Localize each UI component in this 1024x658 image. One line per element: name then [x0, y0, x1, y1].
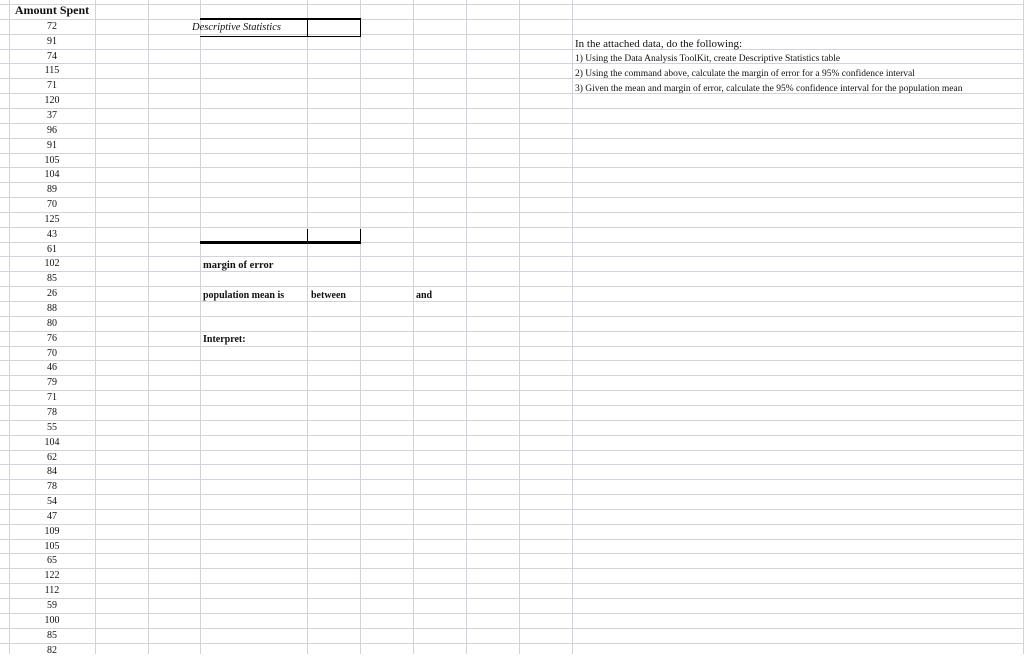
grid-column-line	[413, 0, 414, 654]
amount-cell[interactable]: 104	[44, 169, 60, 180]
grid-row-line	[0, 464, 1024, 465]
amount-cell[interactable]: 82	[47, 645, 57, 656]
amount-cell[interactable]: 55	[47, 422, 57, 433]
amount-cell[interactable]: 84	[47, 466, 57, 477]
amount-cell[interactable]: 62	[47, 452, 57, 463]
amount-cell[interactable]: 102	[44, 258, 60, 269]
grid-row-line	[0, 524, 1024, 525]
amount-cell[interactable]: 88	[47, 303, 57, 314]
grid-row-line	[0, 138, 1024, 139]
amount-cell[interactable]: 70	[47, 199, 57, 210]
amount-cell[interactable]: 85	[47, 273, 57, 284]
amount-cell[interactable]: 112	[44, 585, 60, 596]
grid-row-line	[0, 242, 1024, 243]
grid-row-line	[0, 613, 1024, 614]
amount-cell[interactable]: 37	[47, 110, 57, 121]
amount-cell[interactable]: 74	[47, 51, 57, 62]
amount-cell[interactable]: 79	[47, 377, 57, 388]
stats-table-right-border	[360, 18, 361, 36]
stats-table-bottom-divider	[307, 229, 308, 241]
grid-row-line	[0, 568, 1024, 569]
stats-table-title[interactable]: Descriptive Statistics	[192, 22, 281, 33]
margin-of-error-label[interactable]: margin of error	[203, 260, 274, 271]
amount-cell[interactable]: 65	[47, 555, 57, 566]
grid-row-line	[0, 450, 1024, 451]
amount-cell[interactable]: 105	[44, 541, 60, 552]
interpret-label[interactable]: Interpret:	[203, 334, 246, 345]
amount-cell[interactable]: 70	[47, 348, 57, 359]
amount-cell[interactable]: 91	[47, 140, 57, 151]
grid-row-line	[0, 271, 1024, 272]
grid-row-line	[0, 479, 1024, 480]
grid-row-line	[0, 346, 1024, 347]
grid-row-line	[0, 4, 1024, 5]
amount-cell[interactable]: 80	[47, 318, 57, 329]
amount-cell[interactable]: 105	[44, 155, 60, 166]
grid-row-line	[0, 256, 1024, 257]
grid-row-line	[0, 167, 1024, 168]
amount-cell[interactable]: 43	[47, 229, 57, 240]
amount-cell[interactable]: 54	[47, 496, 57, 507]
amount-cell[interactable]: 96	[47, 125, 57, 136]
grid-row-line	[0, 212, 1024, 213]
amount-cell[interactable]: 76	[47, 333, 57, 344]
grid-row-line	[0, 405, 1024, 406]
grid-row-line	[0, 331, 1024, 332]
amount-cell[interactable]: 122	[44, 570, 60, 581]
grid-column-line	[148, 0, 149, 654]
amount-cell[interactable]: 78	[47, 481, 57, 492]
population-mean-label[interactable]: population mean is	[203, 290, 285, 301]
amount-cell[interactable]: 109	[44, 526, 60, 537]
amount-cell[interactable]: 120	[44, 95, 60, 106]
grid-row-line	[0, 182, 1024, 183]
grid-row-line	[0, 435, 1024, 436]
amount-cell[interactable]: 104	[44, 437, 60, 448]
grid-row-line	[0, 63, 1024, 64]
amount-cell[interactable]: 89	[47, 184, 57, 195]
grid-row-line	[0, 316, 1024, 317]
grid-row-line	[0, 375, 1024, 376]
amount-cell[interactable]: 71	[47, 392, 57, 403]
stats-table-header-border	[200, 36, 361, 37]
grid-column-line	[360, 0, 361, 654]
stats-table-top-border	[200, 18, 361, 20]
grid-row-line	[0, 153, 1024, 154]
instruction-step-1[interactable]: 1) Using the Data Analysis ToolKit, create Descriptive Statistics table	[575, 54, 841, 64]
stats-table-bottom-border	[200, 241, 361, 244]
grid-row-line	[0, 19, 1024, 20]
amount-cell[interactable]: 47	[47, 511, 57, 522]
instructions-intro[interactable]: In the attached data, do the following:	[575, 38, 743, 50]
stats-table-divider	[307, 20, 308, 36]
amount-cell[interactable]: 59	[47, 600, 57, 611]
amount-cell[interactable]: 85	[47, 630, 57, 641]
grid-row-line	[0, 108, 1024, 109]
grid-row-line	[0, 420, 1024, 421]
grid-column-line	[572, 0, 573, 654]
grid-column-line	[307, 0, 308, 654]
and-label[interactable]: and	[416, 290, 433, 301]
amount-cell[interactable]: 71	[47, 80, 57, 91]
amount-cell[interactable]: 115	[44, 65, 60, 76]
instruction-step-2[interactable]: 2) Using the command above, calculate the margin of error for a 95% confidence interval	[575, 69, 915, 79]
grid-row-line	[0, 34, 1024, 35]
grid-row-line	[0, 598, 1024, 599]
grid-row-line	[0, 301, 1024, 302]
grid-row-line	[0, 390, 1024, 391]
grid-row-line	[0, 628, 1024, 629]
grid-row-line	[0, 197, 1024, 198]
grid-column-line	[95, 0, 96, 654]
amount-cell[interactable]: 91	[47, 36, 57, 47]
grid-row-line	[0, 286, 1024, 287]
grid-row-line	[0, 583, 1024, 584]
amount-cell[interactable]: 125	[44, 214, 60, 225]
between-label[interactable]: between	[311, 290, 346, 301]
grid-row-line	[0, 360, 1024, 361]
grid-row-line	[0, 227, 1024, 228]
grid-row-line	[0, 509, 1024, 510]
amount-cell[interactable]: 46	[47, 362, 57, 373]
grid-row-line	[0, 49, 1024, 50]
grid-row-line	[0, 123, 1024, 124]
amount-cell[interactable]: 78	[47, 407, 57, 418]
grid-row-line	[0, 539, 1024, 540]
grid-row-line	[0, 643, 1024, 644]
instruction-step-3[interactable]: 3) Given the mean and margin of error, calculate the 95% confidence interval for the population mean	[575, 84, 963, 94]
grid-row-line	[0, 553, 1024, 554]
grid-row-line	[0, 494, 1024, 495]
grid-column-line	[519, 0, 520, 654]
amount-cell[interactable]: 72	[47, 21, 57, 32]
grid-column-line	[200, 0, 201, 654]
amount-cell[interactable]: 61	[47, 244, 57, 255]
amount-cell[interactable]: 26	[47, 288, 57, 299]
column-header-amount-spent[interactable]: Amount Spent	[14, 3, 90, 17]
amount-cell[interactable]: 100	[44, 615, 60, 626]
grid-column-line	[466, 0, 467, 654]
